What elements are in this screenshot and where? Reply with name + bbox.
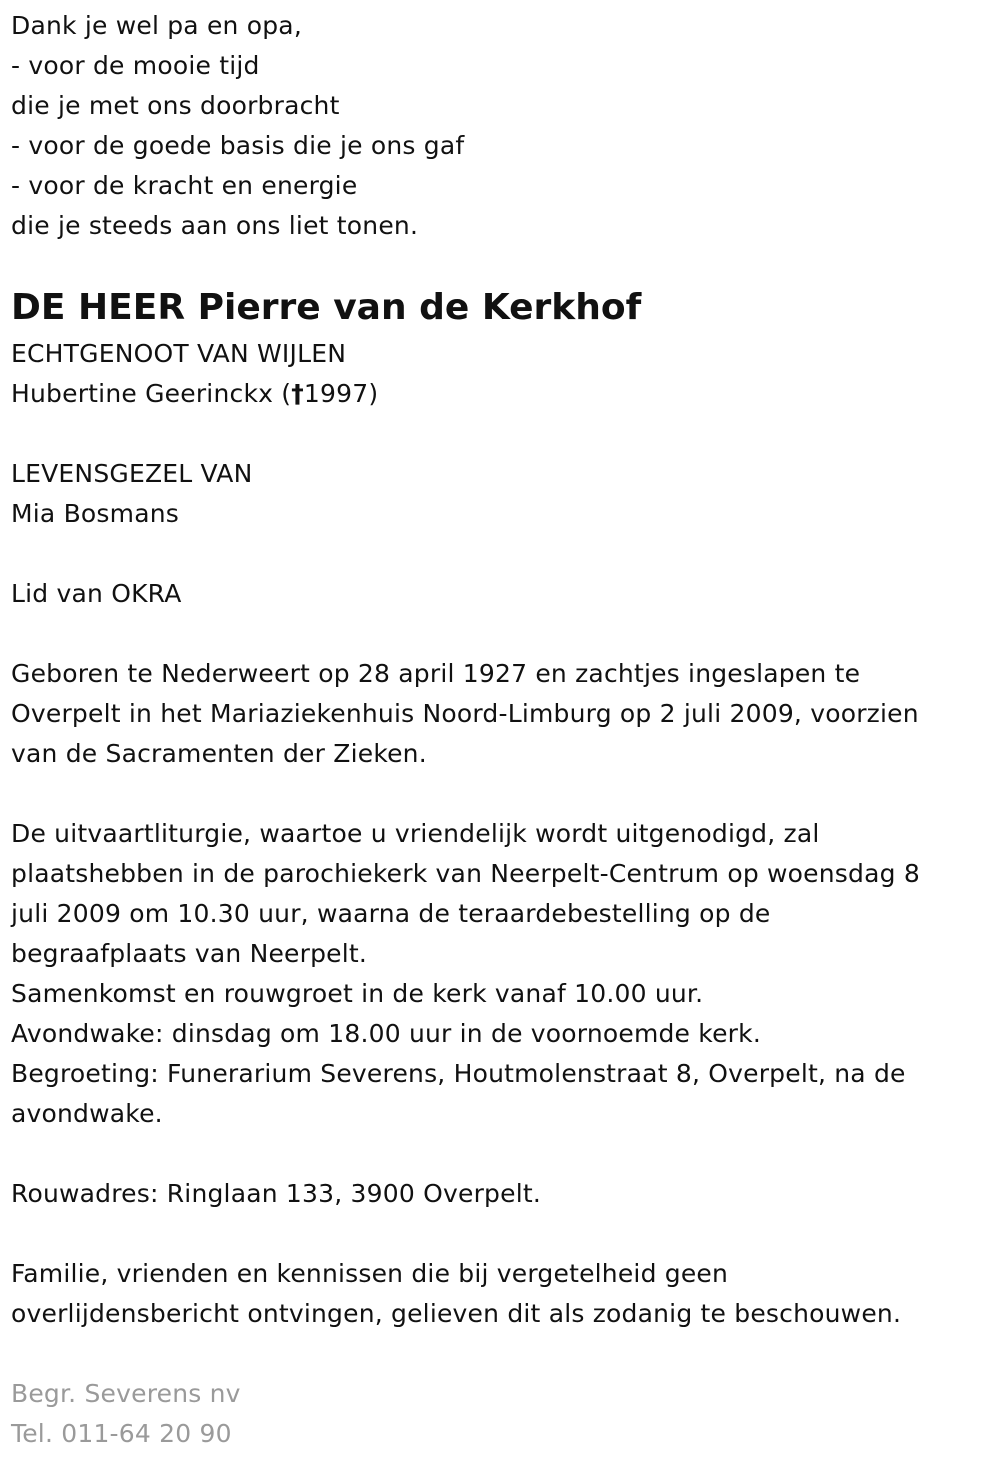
spouse-name: [11, 374, 986, 414]
paragraph-line: De uitvaartliturgie, waartoe u vriendelijk wordt uitgenodigd, zal: [11, 819, 820, 848]
spouse-death-year: 1997): [303, 379, 379, 408]
poem-line: - voor de goede basis die je ons gaf: [11, 131, 465, 160]
deceased-name: Pierre van de Kerkhof: [197, 287, 642, 328]
poem-line: die je steeds aan ons liet tonen.: [11, 211, 419, 240]
footer: [11, 1374, 986, 1454]
poem-line: - voor de mooie tijd: [11, 51, 260, 80]
paragraph-line: Avondwake: dinsdag om 18.00 uur in de voornoemde kerk.: [11, 1019, 761, 1048]
birth-death-paragraph: [11, 654, 986, 774]
poem-line: die je met ons doorbracht: [11, 91, 340, 120]
partner-label: LEVENSGEZEL VAN: [11, 459, 253, 488]
funeral-company: Begr. Severens nv: [11, 1379, 241, 1408]
membership: Lid van OKRA: [11, 579, 182, 608]
deceased-title: DE HEER: [11, 287, 186, 328]
spouse-name-text: Hubertine Geerinckx (: [11, 379, 292, 408]
spouse-label: ECHTGENOOT VAN WIJLEN: [11, 339, 347, 368]
cross-icon: †: [291, 379, 304, 408]
closing-paragraph: [11, 1254, 986, 1334]
funeral-paragraph: [11, 814, 986, 1134]
poem: [11, 6, 986, 246]
paragraph-line: Samenkomst en rouwgroet in de kerk vanaf 10.00 uur.: [11, 979, 704, 1008]
paragraph-line: Begroeting: Funerarium Severens, Houtmolenstraat 8, Overpelt, na de: [11, 1059, 906, 1088]
paragraph-line: Overpelt in het Mariaziekenhuis Noord-Limburg op 2 juli 2009, voorzien: [11, 699, 919, 728]
paragraph-line: Geboren te Nederweert op 28 april 1927 en zachtjes ingeslapen te: [11, 659, 861, 688]
paragraph-line: avondwake.: [11, 1099, 163, 1128]
paragraph-line: overlijdensbericht ontvingen, gelieven dit als zodanig te beschouwen.: [11, 1299, 902, 1328]
deceased-name-heading: [11, 286, 986, 330]
poem-line: - voor de kracht en energie: [11, 171, 358, 200]
paragraph-line: Familie, vrienden en kennissen die bij vergetelheid geen: [11, 1259, 729, 1288]
funeral-company-phone: Tel. 011-64 20 90: [11, 1419, 232, 1448]
paragraph-line: van de Sacramenten der Zieken.: [11, 739, 427, 768]
mourning-address: Rouwadres: Ringlaan 133, 3900 Overpelt.: [11, 1179, 541, 1208]
paragraph-line: juli 2009 om 10.30 uur, waarna de teraardebestelling op de: [11, 899, 771, 928]
paragraph-line: plaatshebben in de parochiekerk van Neerpelt-Centrum op woensdag 8: [11, 859, 920, 888]
poem-line: Dank je wel pa en opa,: [11, 11, 302, 40]
obituary-notice: [11, 6, 986, 1454]
paragraph-line: begraafplaats van Neerpelt.: [11, 939, 368, 968]
partner-name: Mia Bosmans: [11, 499, 179, 528]
